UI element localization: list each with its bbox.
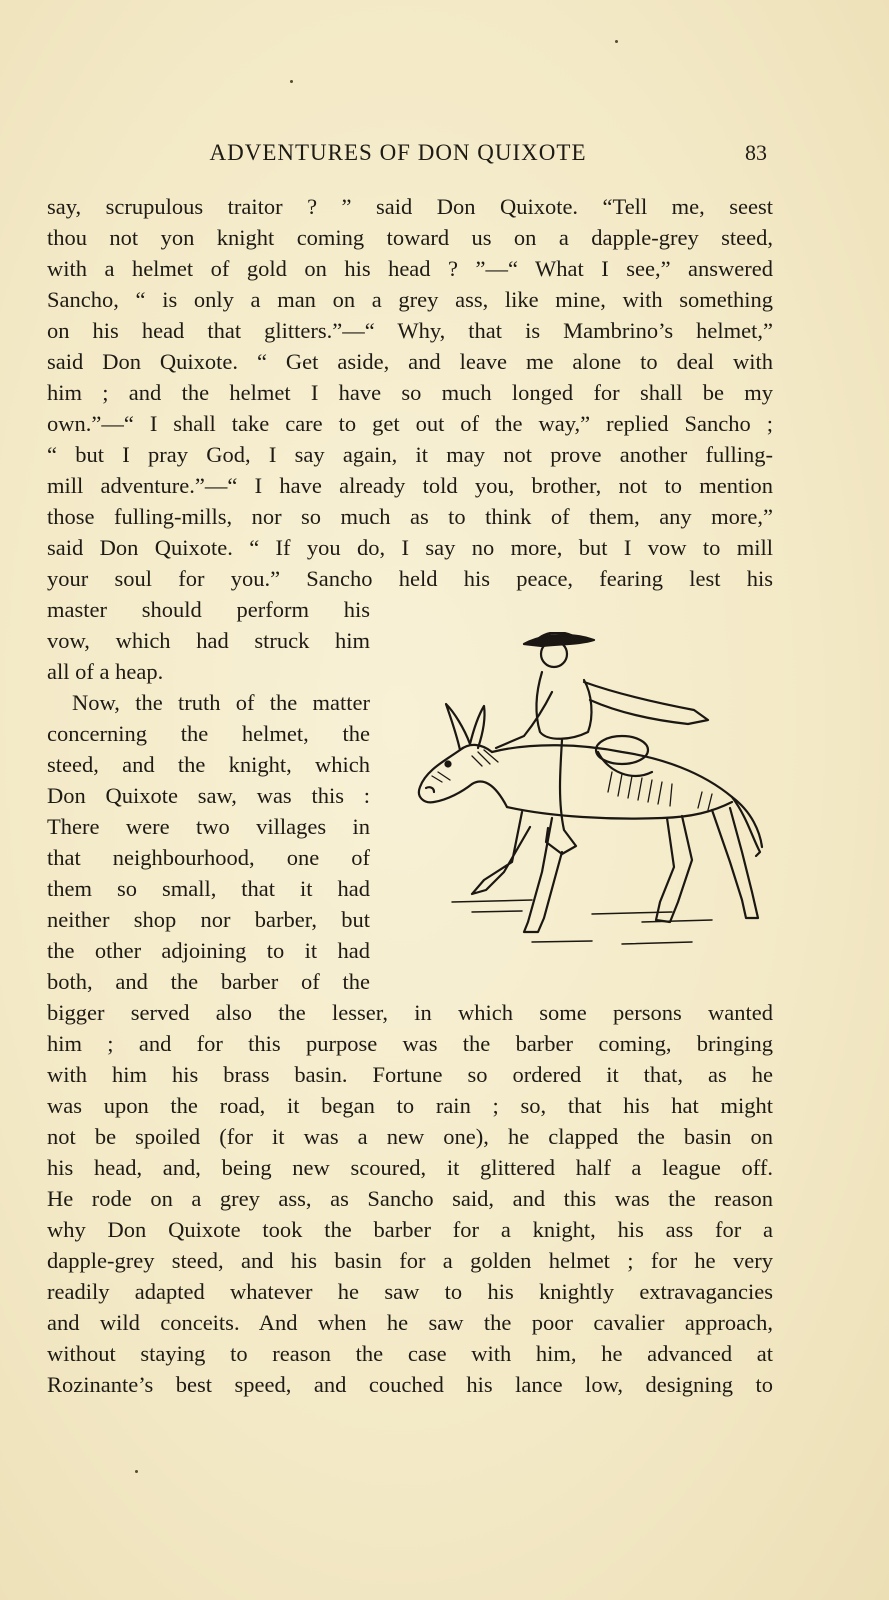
text-line: Rozinante’s best speed, and couched his lance low, designing to [47, 1372, 773, 1397]
text-line: with him his brass basin. Fortune so ordered it that, as he [47, 1062, 773, 1087]
barber-on-donkey-engraving-icon [412, 632, 774, 962]
text-line: vow, which had struck him [47, 628, 370, 653]
paper-speck [290, 80, 293, 83]
text-line: them so small, that it had [47, 876, 370, 901]
text-line: He rode on a grey ass, as Sancho said, and this was the reason [47, 1186, 773, 1211]
running-title: ADVENTURES OF DON QUIXOTE [209, 140, 587, 165]
text-line: bigger served also the lesser, in which some persons wanted [47, 1000, 773, 1025]
text-line: say, scrupulous traitor ? ” said Don Quixote. “Tell me, seest [47, 194, 773, 219]
text-line: master should perform his [47, 597, 370, 622]
text-line: on his head that glitters.”—“ Why, that is Mambrino’s helmet,” [47, 318, 773, 343]
text-line: own.”—“ I shall take care to get out of the way,” replied Sancho ; [47, 411, 773, 436]
text-line: said Don Quixote. “ If you do, I say no more, but I vow to mill [47, 535, 773, 560]
text-line: those fulling-mills, nor so much as to think of them, any more,” [47, 504, 773, 529]
text-line: dapple-grey steed, and his basin for a golden helmet ; for he very [47, 1248, 773, 1273]
text-line: “ but I pray God, I say again, it may not prove another fulling- [47, 442, 773, 467]
text-line: Sancho, “ is only a man on a grey ass, like mine, with something [47, 287, 773, 312]
text-line: was upon the road, it began to rain ; so, that his hat might [47, 1093, 773, 1118]
text-line: why Don Quixote took the barber for a knight, his ass for a [47, 1217, 773, 1242]
text-line: said Don Quixote. “ Get aside, and leave me alone to deal with [47, 349, 773, 374]
text-line: without staying to reason the case with him, he advanced at [47, 1341, 773, 1366]
paper-speck [615, 40, 618, 43]
text-line: both, and the barber of the [47, 969, 370, 994]
page-number: 83 [745, 140, 767, 165]
text-line: with a helmet of gold on his head ? ”—“ What I see,” answered [47, 256, 773, 281]
text-line: There were two villages in [47, 814, 370, 839]
paper-speck [135, 1470, 138, 1473]
text-line: thou not yon knight coming toward us on a dapple-grey steed, [47, 225, 773, 250]
text-line: not be spoiled (for it was a new one), he clapped the basin on [47, 1124, 773, 1149]
text-line: your soul for you.” Sancho held his peace, fearing lest his [47, 566, 773, 591]
text-line: him ; and the helmet I have so much longed for shall be my [47, 380, 773, 405]
text-line: readily adapted whatever he saw to his knightly extravagancies [47, 1279, 773, 1304]
text-line: and wild conceits. And when he saw the poor cavalier approach, [47, 1310, 773, 1335]
text-line: his head, and, being new scoured, it glittered half a league off. [47, 1155, 773, 1180]
text-line: Don Quixote saw, was this : [47, 783, 370, 808]
text-line: neither shop nor barber, but [47, 907, 370, 932]
text-line: the other adjoining to it had [47, 938, 370, 963]
text-line: him ; and for this purpose was the barber coming, bringing [47, 1031, 773, 1056]
text-line: that neighbourhood, one of [47, 845, 370, 870]
text-line: steed, and the knight, which [47, 752, 370, 777]
text-line: Now, the truth of the matter [72, 690, 370, 715]
text-line: concerning the helmet, the [47, 721, 370, 746]
text-line: all of a heap. [47, 659, 164, 684]
text-line: mill adventure.”—“ I have already told you, brother, not to mention [47, 473, 773, 498]
